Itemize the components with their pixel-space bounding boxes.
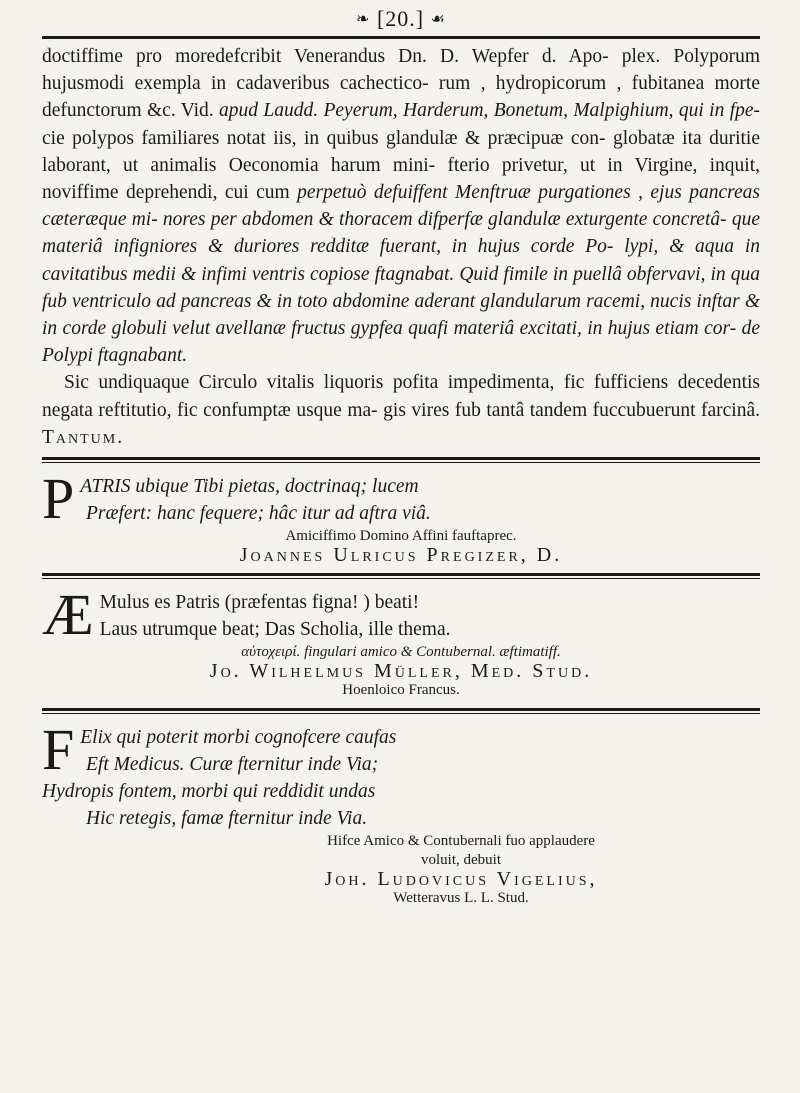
verse-line: Laus utrumque beat; Das Scholia, ille thema. (99, 619, 451, 641)
poem-pregizer (42, 466, 760, 567)
body-line: apud Laudd. Peyerum, Harderum, Bonetum, Malpighium, qui in fpe- (219, 100, 761, 122)
body-line: velut avellanæ fructus gypfea quafi materiâ excitati, in hujus etiam cor- (172, 318, 737, 340)
body-line: plex. Polyporum hujusmodi exempla in cadaveribus cachectico- (42, 46, 761, 95)
author-signature: Joh. Ludovicus Vigelius, (324, 868, 598, 891)
body-line: fterio privetur, ut in Virgine, inquit, noviffime deprehendi, cui cum (42, 154, 760, 204)
body-line: fic fufficiens decedentis negata reftitutio, fic confumptæ usque ma- (42, 372, 760, 421)
verse-line: Elix qui poterit morbi cognofcere caufas (80, 727, 397, 749)
body-line: de Polypi ftagnabant. (42, 318, 760, 367)
dedication: voluit, debuit (421, 852, 501, 869)
verse-line: Hydropis fontem, morbi qui reddidit undas (42, 781, 376, 803)
main-text (42, 43, 760, 451)
author-signature: Jo. Wilhelmus Müller, Med. Stud. (209, 660, 593, 683)
drop-cap: F (42, 717, 75, 783)
poem-vigelius (42, 717, 760, 908)
body-line: que materiâ infigniores & duriores redditæ fuerant, in hujus corde Po- (42, 209, 761, 258)
verse-line: ATRIS ubique Tibi pietas, doctrinaq; lucem (80, 476, 419, 498)
section-rule (42, 457, 760, 463)
body-line: rum , hydropicorum , fubitanea morte defunctorum &c. Vid. (42, 73, 760, 122)
verse-line: Hic retegis, famæ fternitur inde Via. (86, 808, 368, 830)
author-signature: Joannes Ulricus Pregizer, D. (239, 544, 563, 567)
right-ornament-icon: ☙ (430, 11, 446, 28)
body-line: cie polypos familiares notat iis, in quibus glandulæ & præcipuæ con- (42, 127, 606, 149)
body-line: gis vires fub tantâ tandem fuccubuerunt farcinâ. (383, 399, 761, 421)
body-line: lypi, & aqua in cavitatibus medii & infimi ventris copiose ftagnabat. Quid (42, 236, 761, 285)
drop-cap: Æ (42, 582, 94, 648)
dedication-block (42, 527, 760, 565)
dedication: αὐτοχειρί. fingulari amico & Contubernal. æftimatiff. (241, 644, 561, 661)
dedication-block (42, 643, 760, 700)
body-line: fimile in puellâ obfervavi, in qua fub ventriculo ad pancreas & in toto (42, 263, 761, 312)
body-line: nores per abdomen & thoracem difperfæ glandulæ exturgente concretâ- (162, 209, 727, 231)
drop-cap: P (42, 466, 75, 532)
section-rule (42, 573, 760, 579)
verse-line: Eft Medicus. Curæ fternitur inde Via; (86, 754, 379, 776)
body-line: abdomine aderant glandularum racemi, nucis inftar & in corde globuli (42, 290, 761, 340)
poem-muller (42, 582, 760, 700)
dedication-block (42, 832, 760, 908)
body-line: doctiffime pro moredefcribit Venerandus Dn. D. Wepfer d. Apo- (42, 46, 609, 67)
body-line: Sic undiquaque Circulo vitalis liquoris pofita impedimenta, (64, 372, 555, 394)
section-rule (42, 708, 760, 714)
author-origin: Wetteravus L. L. Stud. (393, 890, 529, 907)
dedication: Hifce Amico & Contubernali fuo applaudere (327, 833, 595, 850)
author-origin: Hoenloico Francus. (342, 682, 460, 699)
body-line: perpetuò defuiffent Menftruæ purgationes , ejus pancreas cæteræque mi- (42, 182, 760, 231)
page-number (42, 6, 760, 32)
verse-line: Mulus es Patris (præfentas figna! ) beati! (99, 592, 420, 614)
dedication: Amiciffimo Domino Affini fauftaprec. (285, 528, 517, 545)
page-number-text: [20.] (376, 6, 425, 31)
left-ornament-icon: ❧ (356, 11, 371, 28)
page-header (42, 0, 760, 36)
body-line: globatæ ita duritie laborant, ut animalis Oeconomia harum mini- (42, 127, 760, 176)
closing-word: Tantum. (42, 426, 125, 448)
header-rule (42, 36, 760, 39)
document-page (42, 0, 760, 908)
verse-line: Præfert: hanc fequere; hâc itur ad aftra viâ. (86, 503, 431, 525)
